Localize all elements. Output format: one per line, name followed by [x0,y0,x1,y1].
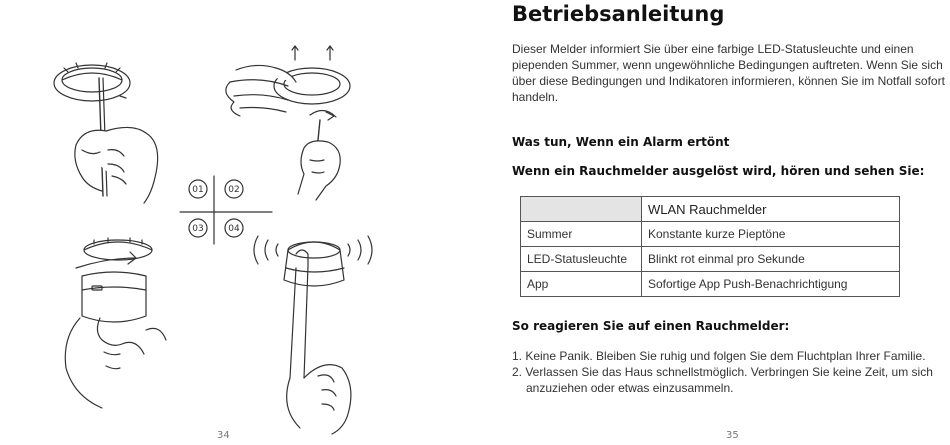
response-steps-list [512,348,950,396]
step-label-02: 02 [228,185,240,195]
step-label-01: 01 [192,185,204,195]
page-number-right: 35 [726,430,739,441]
table-row-label: App [521,272,642,297]
right-page [475,0,950,445]
triggered-heading: Wenn ein Rauchmelder ausgelöst wird, hören und sehen Sie: [512,164,925,178]
page-title: Betriebsanleitung [512,2,725,26]
table-row-value: Sofortige App Push-Benachrichtigung [642,272,900,297]
table-header-row [521,197,900,222]
step4-test-button-illustration [254,236,372,434]
table-row-value: Blinkt rot einmal pro Sekunde [642,247,900,272]
step2-unscrew-base-illustration [226,46,350,200]
table-row [521,247,900,272]
table-row [521,222,900,247]
status-table [520,196,900,297]
step-label-03: 03 [192,224,204,234]
alarm-heading: Was tun, Wenn ein Alarm ertönt [512,135,730,149]
step-number-grid [180,176,272,244]
table-row-value: Konstante kurze Pieptöne [642,222,900,247]
step-label-04: 04 [228,224,240,234]
table-row-label: LED-Statusleuchte [521,247,642,272]
page-number-left: 34 [217,430,230,441]
react-heading: So reagieren Sie auf einen Rauchmelder: [512,319,790,333]
table-header-cell: WLAN Rauchmelder [642,197,900,222]
table-row-label: Summer [521,222,642,247]
table-row [521,272,900,297]
table-header-empty-cell [521,197,642,222]
intro-paragraph: Dieser Melder informiert Sie über eine farbige LED-Statusleuchte und einen piependen Summer, wenn ungewöhnliche Bedingungen auftreten. Wenn Sie sich über diese Bedingungen und Indikatoren informieren, können Sie im Notfall sofort handeln. [512,42,945,104]
step3-attach-detector-illustration [65,238,166,408]
list-item: 2. Verlassen Sie das Haus schnellstmöglich. Verbringen Sie keine Zeit, um sich anzuziehen oder etwas einzusammeln. [512,365,933,395]
list-item: 1. Keine Panik. Bleiben Sie ruhig und folgen Sie dem Fluchtplan Ihrer Familie. [512,349,926,363]
step1-remove-base-illustration [54,63,158,203]
